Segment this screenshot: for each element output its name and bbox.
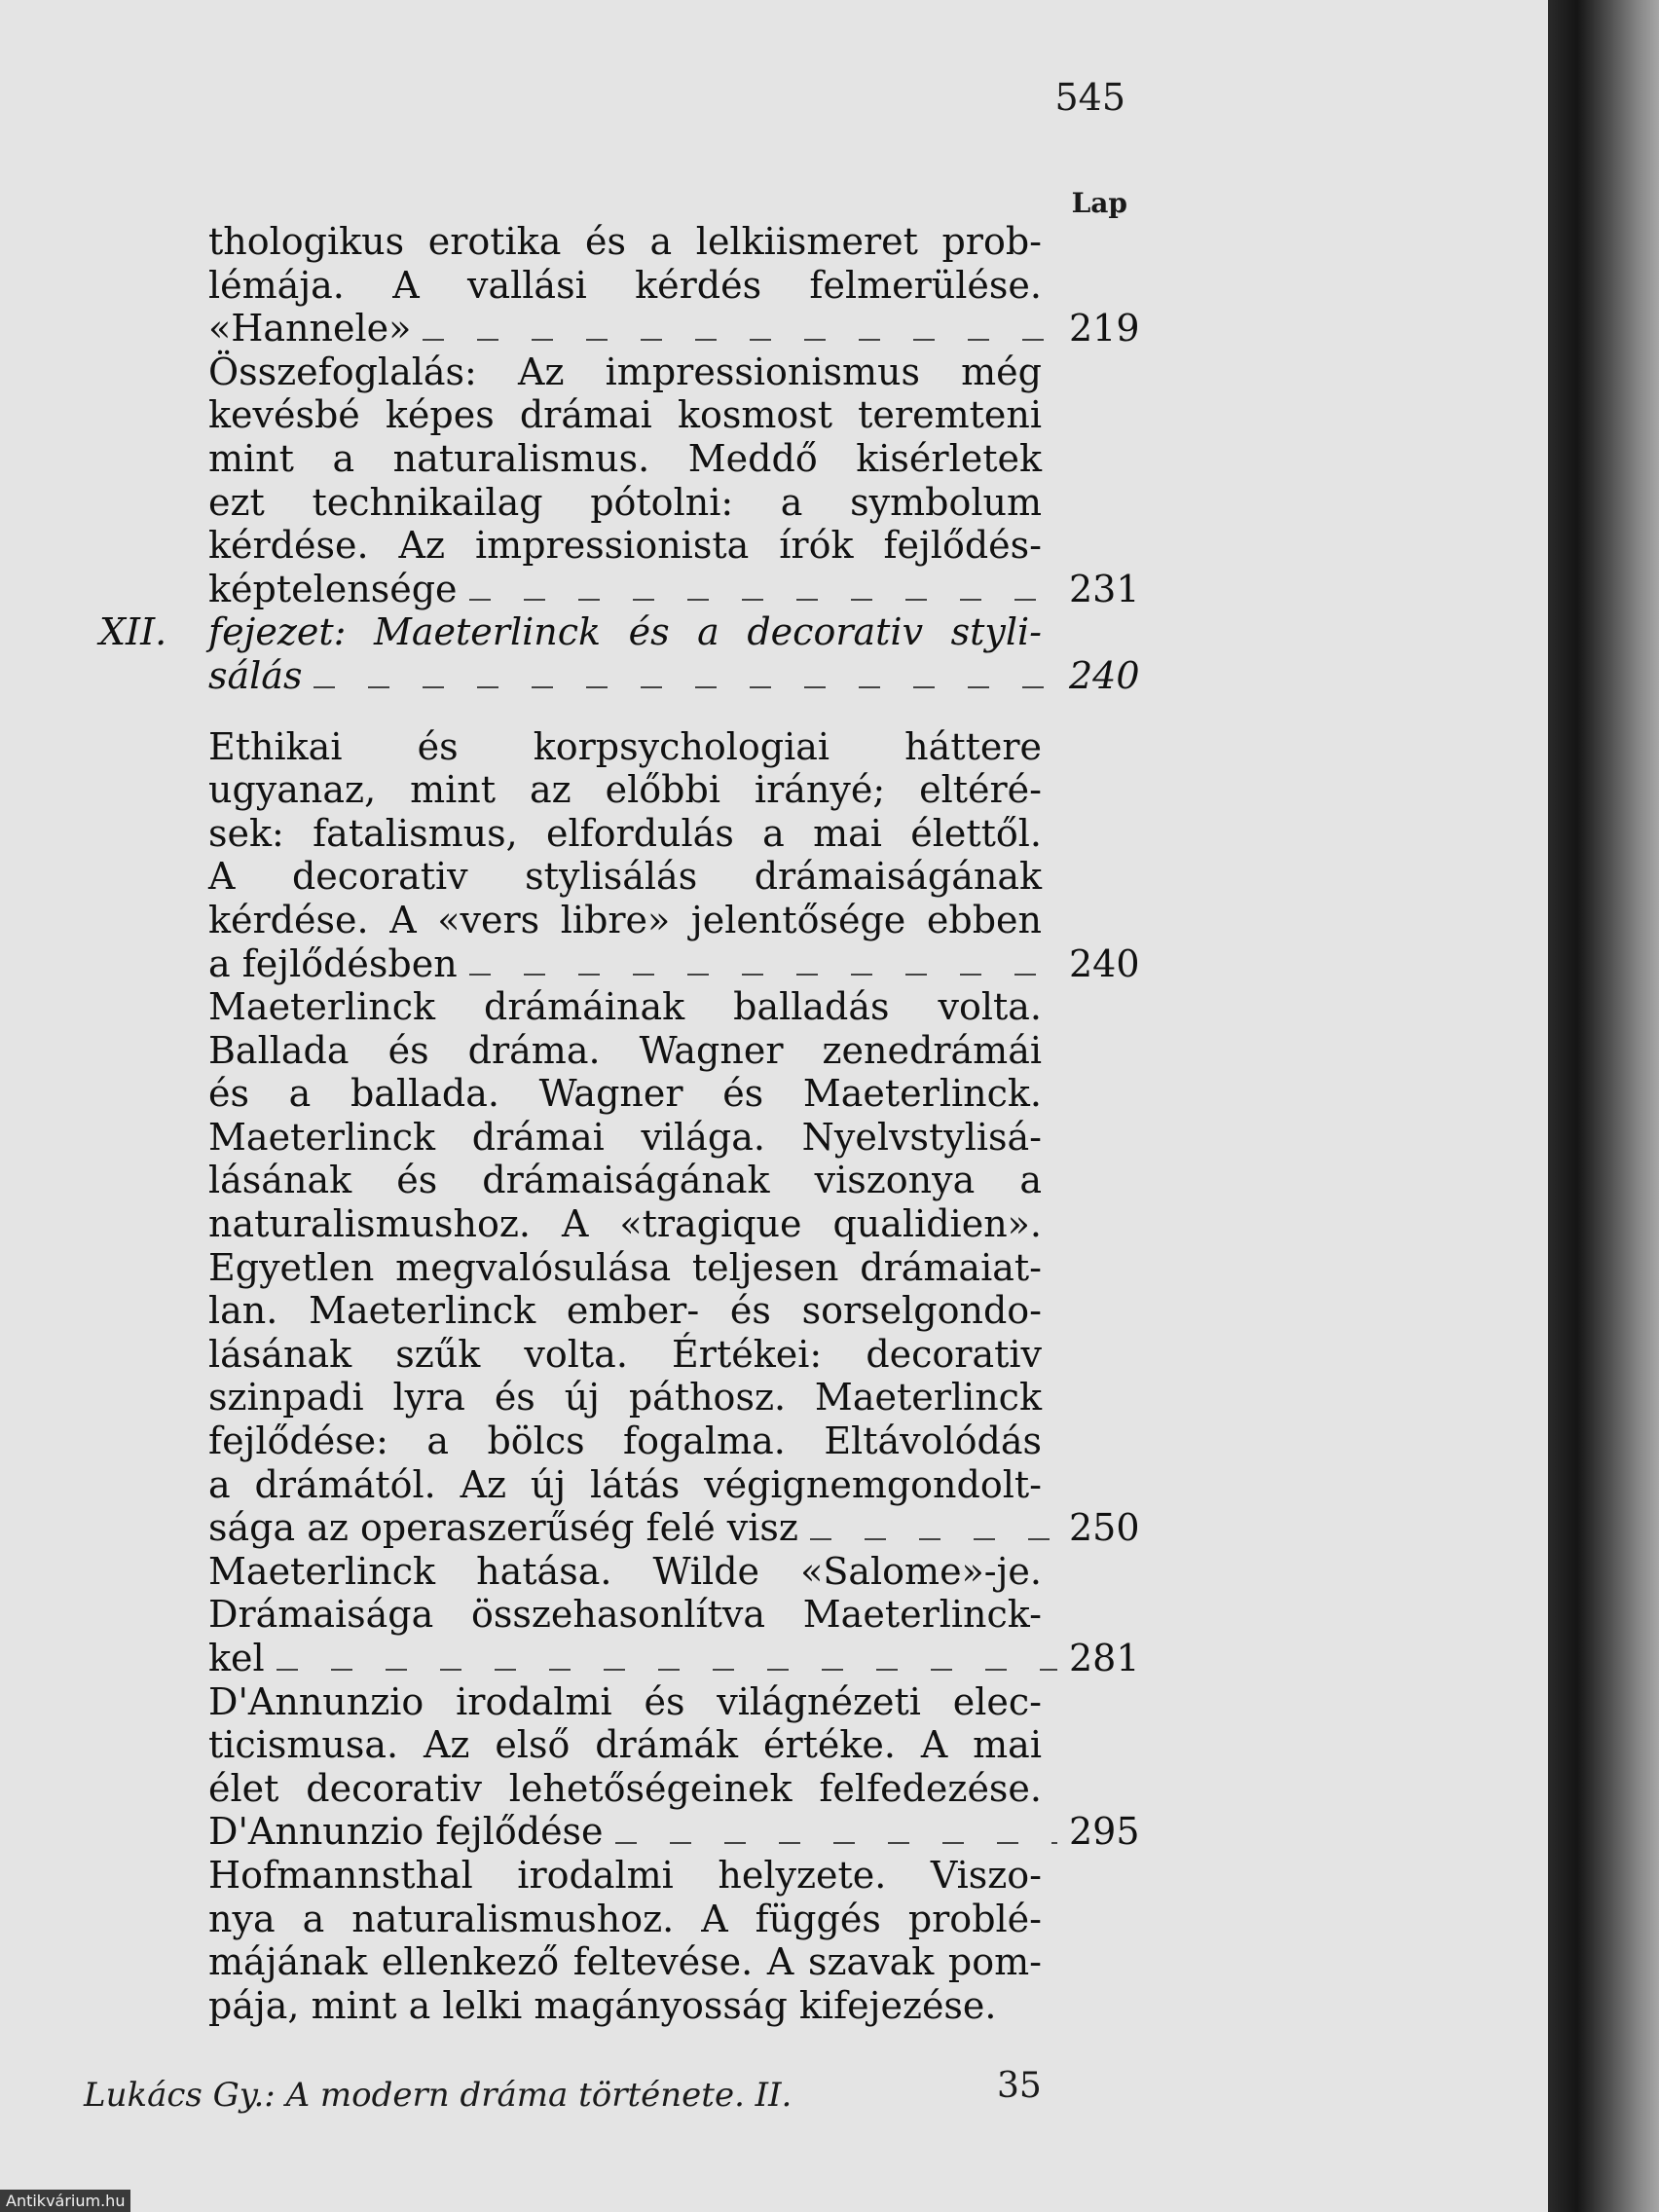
toc-text-line bbox=[208, 1029, 1042, 1073]
toc-page-number: 250 bbox=[1069, 1506, 1140, 1550]
line-text: fejlődése: a bölcs fogalma. Eltávolódás bbox=[208, 1419, 1042, 1463]
toc-text-line bbox=[208, 1463, 1042, 1507]
toc-entry bbox=[208, 1506, 1140, 1550]
toc-text-line bbox=[208, 437, 1042, 481]
line-text: nya a naturalismushoz. A függés problé- bbox=[208, 1897, 1042, 1940]
line-text: Egyetlen megvalósulása teljesen drámaiat- bbox=[208, 1245, 1042, 1289]
toc-text-line bbox=[208, 1940, 1042, 1984]
toc-text-line bbox=[208, 1767, 1042, 1811]
line-text: thologikus erotika és a lelkiismeret prob- bbox=[208, 220, 1042, 263]
toc-text-line bbox=[208, 350, 1042, 394]
toc-text-line bbox=[208, 1550, 1042, 1594]
line-text: Ballada és dráma. Wagner zenedrámái bbox=[208, 1028, 1042, 1072]
line-text: sek: fatalismus, elfordulás a mai élettől. bbox=[208, 811, 1042, 855]
toc-text-line bbox=[208, 1854, 1042, 1898]
toc-entry-text: D'Annunzio fejlődése bbox=[208, 1810, 604, 1854]
toc-text-line bbox=[208, 855, 1042, 899]
toc-entry-text: kel bbox=[208, 1637, 265, 1679]
line-text: kérdése. A «vers libre» jelentősége ebben bbox=[208, 898, 1042, 941]
footer-signature-mark: 35 bbox=[997, 2066, 1042, 2106]
page-column-header: Lap bbox=[1071, 187, 1127, 219]
line-text: lan. Maeterlinck ember- és sorselgondo- bbox=[208, 1289, 1042, 1333]
toc-page-number: 240 bbox=[1069, 653, 1140, 697]
line-text: és a ballada. Wagner és Maeterlinck. bbox=[208, 1072, 1042, 1116]
watermark: Antikvárium.hu bbox=[0, 2190, 130, 2212]
line-text: szinpadi lyra és új páthosz. Maeterlinck bbox=[208, 1376, 1042, 1419]
toc-text-line bbox=[208, 985, 1042, 1029]
toc-text-line bbox=[208, 1202, 1042, 1246]
line-text: kevésbé képes drámai kosmost teremteni bbox=[208, 393, 1042, 437]
toc-entry-text: sálás bbox=[208, 653, 303, 697]
dot-leader bbox=[313, 686, 1057, 688]
toc-entry bbox=[208, 653, 1140, 698]
toc-text-line bbox=[208, 1984, 1042, 2028]
footer-book-title: Lukács Gy.: A modern dráma története. II. bbox=[84, 2076, 793, 2115]
line-text: májának ellenkező feltevése. A szavak pom- bbox=[208, 1940, 1042, 1984]
toc-entry bbox=[208, 307, 1140, 350]
toc-text-line bbox=[208, 393, 1042, 437]
dot-leader bbox=[469, 599, 1057, 601]
toc-text-line bbox=[208, 812, 1042, 856]
toc-entry bbox=[208, 567, 1140, 611]
toc-text-line bbox=[208, 1723, 1042, 1767]
line-text: naturalismushoz. A «tragique qualidien». bbox=[208, 1202, 1042, 1246]
toc-text-line bbox=[208, 1333, 1042, 1377]
toc-text-line bbox=[208, 1246, 1042, 1290]
toc-page-number: 281 bbox=[1069, 1637, 1140, 1679]
line-text: Ethikai és korpsychologiai háttere bbox=[208, 724, 1042, 768]
chapter-heading bbox=[99, 610, 1042, 654]
toc-entry-text: képtelensége bbox=[208, 567, 458, 610]
line-text: Maeterlinck hatása. Wilde «Salome»-je. bbox=[208, 1549, 1042, 1593]
line-text: D'Annunzio irodalmi és világnézeti elec- bbox=[208, 1679, 1042, 1723]
line-text: lémája. A vallási kérdés felmerülése. bbox=[208, 263, 1042, 307]
dot-leader bbox=[276, 1669, 1057, 1671]
toc-text-line bbox=[208, 1116, 1042, 1160]
toc-text-line bbox=[208, 1593, 1042, 1637]
toc-page-number: 240 bbox=[1069, 941, 1140, 985]
toc-text-line bbox=[208, 481, 1042, 525]
dot-leader bbox=[615, 1842, 1057, 1844]
line-text: mint a naturalismus. Meddő kisérletek bbox=[208, 436, 1042, 480]
toc-text-line bbox=[208, 1898, 1042, 1941]
toc-text-line bbox=[208, 1159, 1042, 1202]
toc-text-line bbox=[208, 264, 1042, 308]
line-text: élet decorativ lehetőségeinek felfedezése. bbox=[208, 1766, 1042, 1810]
toc-text-line bbox=[208, 1419, 1042, 1463]
toc-text-line bbox=[208, 1289, 1042, 1333]
toc-text-line bbox=[208, 768, 1042, 812]
line-text: ticismusa. Az első drámák értéke. A mai bbox=[208, 1723, 1042, 1767]
line-text: Hofmannsthal irodalmi helyzete. Viszo- bbox=[208, 1853, 1042, 1897]
toc-entry bbox=[208, 1637, 1140, 1680]
dot-leader bbox=[469, 974, 1057, 976]
line-text: Összefoglalás: Az impressionismus még bbox=[208, 350, 1042, 393]
toc-text-line bbox=[208, 1376, 1042, 1419]
section-gap bbox=[208, 698, 1133, 725]
line-text: lásának és drámaiságának viszonya a bbox=[208, 1159, 1042, 1202]
dot-leader bbox=[810, 1538, 1057, 1540]
toc-entry bbox=[208, 1810, 1140, 1854]
line-text: fejezet: Maeterlinck és a decorativ styli- bbox=[208, 610, 1042, 654]
chapter-number: XII. bbox=[99, 610, 167, 654]
toc-page-number: 295 bbox=[1069, 1810, 1140, 1854]
toc-entry-text: a fejlődésben bbox=[208, 941, 458, 985]
line-text: lásának szűk volta. Értékei: decorativ bbox=[208, 1332, 1042, 1376]
toc-entry bbox=[208, 941, 1140, 986]
book-binding-edge bbox=[1548, 0, 1659, 2212]
line-text: ugyanaz, mint az előbbi irányé; eltéré- bbox=[208, 768, 1042, 812]
line-text: Maeterlinck drámai világa. Nyelvstylisá- bbox=[208, 1115, 1042, 1159]
line-text: Maeterlinck drámáinak balladás volta. bbox=[208, 985, 1042, 1029]
line-text: A decorativ stylisálás drámaiságának bbox=[208, 855, 1042, 899]
toc-text-line bbox=[208, 1680, 1042, 1724]
line-text: a drámától. Az új látás végignemgondolt- bbox=[208, 1462, 1042, 1506]
toc-text-line bbox=[208, 899, 1042, 942]
table-of-contents bbox=[99, 220, 1140, 2027]
toc-text-line bbox=[208, 524, 1042, 568]
toc-entry-text: sága az operaszerűség felé visz bbox=[208, 1506, 798, 1550]
toc-page-number: 231 bbox=[1069, 567, 1140, 610]
line-text: Drámaisága összehasonlítva Maeterlinck- bbox=[208, 1593, 1042, 1637]
toc-entry-text: «Hannele» bbox=[208, 307, 412, 350]
line-text: pája, mint a lelki magányosság kifejezése. bbox=[208, 1983, 997, 2027]
line-text: ezt technikailag pótolni: a symbolum bbox=[208, 480, 1042, 524]
page-number: 545 bbox=[1054, 76, 1125, 119]
toc-text-line bbox=[208, 1072, 1042, 1116]
toc-text-line bbox=[208, 220, 1042, 264]
line-text: kérdése. Az impressionista írók fejlődés- bbox=[208, 524, 1042, 568]
toc-text-line bbox=[208, 725, 1042, 769]
dot-leader bbox=[423, 339, 1057, 341]
toc-page-number: 219 bbox=[1069, 307, 1140, 350]
